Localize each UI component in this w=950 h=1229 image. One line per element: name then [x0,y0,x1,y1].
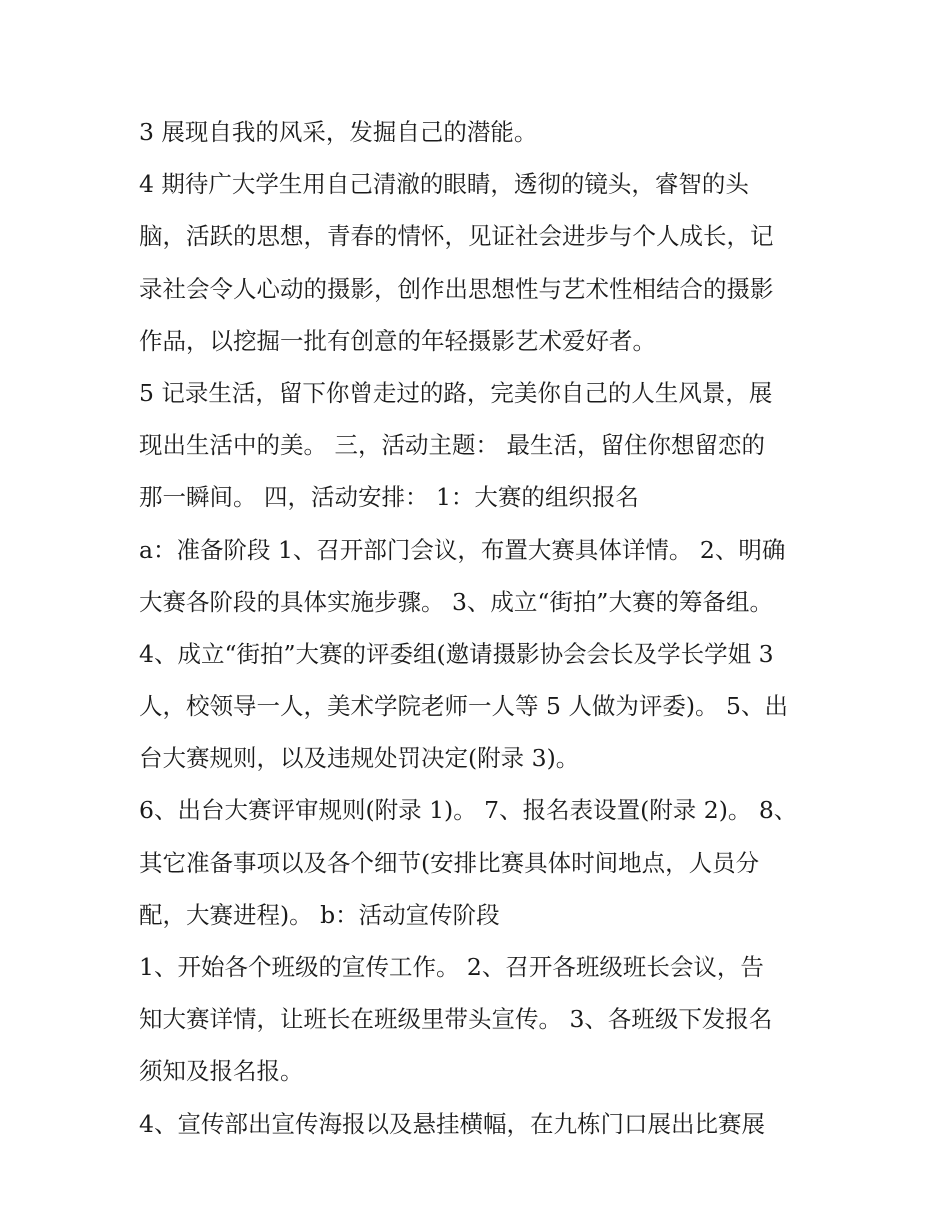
text-line: 须知及报名报。 [139,1057,304,1086]
text-line: 大赛各阶段的具体实施步骤。 3、成立“街拍”大赛的筹备组。 [139,587,773,616]
text-line: 6、出台大赛评审规则(附录 1)。 7、报名表设置(附录 2)。 8、 [139,796,798,825]
text-line: 3 展现自我的风采，发掘自己的潜能。 [139,118,538,146]
text-line: 录社会令人心动的摄影，创作出思想性与艺术性相结合的摄影 [139,274,774,303]
text-line: 脑，活跃的思想，青春的情怀，见证社会进步与个人成长，记 [139,222,774,251]
text-line: 现出生活中的美。 三，活动主题： 最生活，留住你想留恋的 [139,431,765,460]
text-line: 4 期待广大学生用自己清澈的眼睛，透彻的镜头，睿智的头 [139,170,749,199]
document-body [139,106,815,1150]
text-line: 台大赛规则，以及违规处罚决定(附录 3)。 [139,744,580,773]
text-line: 作品，以挖掘一批有创意的年轻摄影艺术爱好者。 [139,326,656,355]
text-line: 人，校领导一人，美术学院老师一人等 5 人做为评委)。 5、出 [139,692,788,721]
text-line: 那一瞬间。 四，活动安排： 1：大赛的组织报名 [139,483,639,512]
text-line: 4、成立“街拍”大赛的评委组(邀请摄影协会会长及学长学姐 3 [139,639,774,668]
text-line: 知大赛详情，让班长在班级里带头宣传。 3、各班级下发报名 [139,1005,773,1034]
text-line: a：准备阶段 1、召开部门会议，布置大赛具体详情。 2、明确 [139,535,786,564]
text-line: 配，大赛进程)。 b：活动宣传阶段 [139,900,500,929]
text-line: 4、宣传部出宣传海报以及悬挂横幅，在九栋门口展出比赛展 [139,1109,765,1138]
text-line: 5 记录生活，留下你曾走过的路，完美你自己的人生风景，展 [139,378,773,407]
text-line: 1、开始各个班级的宣传工作。 2、召开各班级班长会议，告 [139,953,764,981]
text-line: 其它准备事项以及各个细节(安排比赛具体时间地点，人员分 [139,848,760,877]
